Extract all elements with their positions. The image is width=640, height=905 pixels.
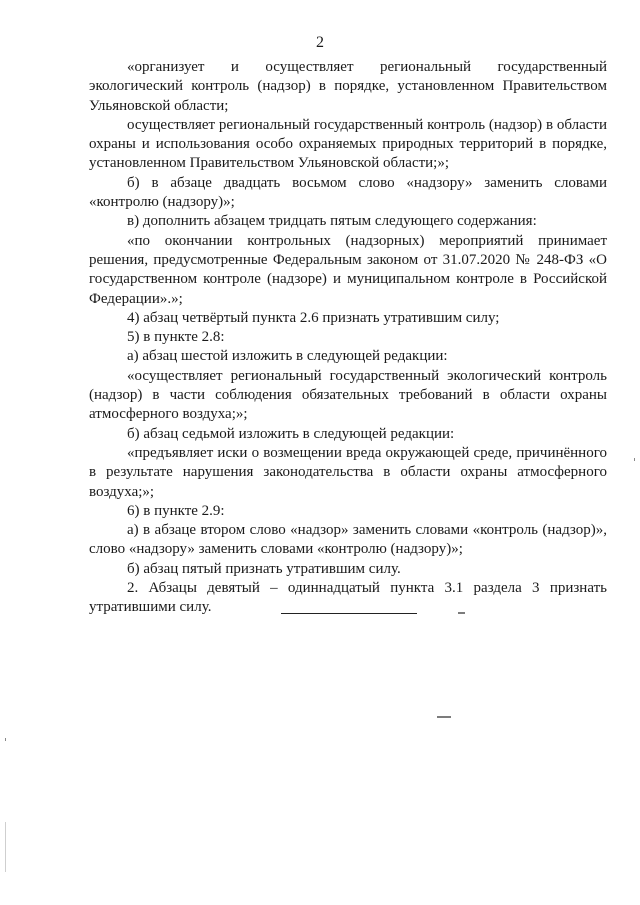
paragraph: «по окончании контрольных (надзорных) мероприятий принимает решения, предусмотренные Федеральным законом от 31.07.2020 № 248-ФЗ «О государственном контроле (надзоре) и муниципальном контроле в Российской Федерации».»; bbox=[89, 232, 607, 307]
document-body bbox=[89, 58, 607, 618]
paragraph: а) абзац шестой изложить в следующей редакции: bbox=[127, 348, 448, 365]
scan-artifact bbox=[458, 612, 465, 614]
paragraph: 5) в пункте 2.8: bbox=[127, 329, 225, 346]
paragraph: «осуществляет региональный государственный экологический контроль (надзор) в части соблюдения обязательных требований в области охраны атмосферного воздуха;»; bbox=[89, 367, 607, 423]
scan-edge-mark bbox=[634, 458, 635, 461]
scan-artifact bbox=[437, 716, 451, 718]
separator-line bbox=[281, 613, 417, 614]
scan-edge-mark bbox=[5, 738, 6, 741]
paragraph: «организует и осуществляет региональный государственный экологический контроль (надзор) в порядке, установленном Правительством Ульяновской области; bbox=[89, 59, 607, 114]
paragraph: б) абзац пятый признать утратившим силу. bbox=[127, 560, 401, 577]
paragraph: 4) абзац четвёртый пункта 2.6 признать утратившим силу; bbox=[127, 309, 500, 326]
paragraph: «предъявляет иски о возмещении вреда окружающей среде, причинённого в результате нарушения законодательства в области охраны атмосферного воздуха;»; bbox=[89, 444, 607, 500]
paragraph: в) дополнить абзацем тридцать пятым следующего содержания: bbox=[127, 213, 537, 230]
paragraph: 2. Абзацы девятый – одиннадцатый пункта 3.1 раздела 3 признать утратившими силу. bbox=[89, 580, 607, 616]
paragraph: 6) в пункте 2.9: bbox=[127, 502, 225, 519]
page-number: 2 bbox=[316, 34, 324, 51]
paragraph: б) абзац седьмой изложить в следующей редакции: bbox=[127, 425, 455, 442]
paragraph: а) в абзаце втором слово «надзор» заменить словами «контроль (надзор)», слово «надзору» заменить словами «контролю (надзору)»; bbox=[89, 522, 607, 558]
scan-edge-mark bbox=[5, 822, 6, 872]
paragraph: б) в абзаце двадцать восьмом слово «надзору» заменить словами «контролю (надзору)»; bbox=[89, 174, 607, 211]
paragraph: осуществляет региональный государственный контроль (надзор) в области охраны и использования особо охраняемых природных территорий в порядке, установленном Правительством Ульяновской области;»; bbox=[89, 116, 607, 172]
